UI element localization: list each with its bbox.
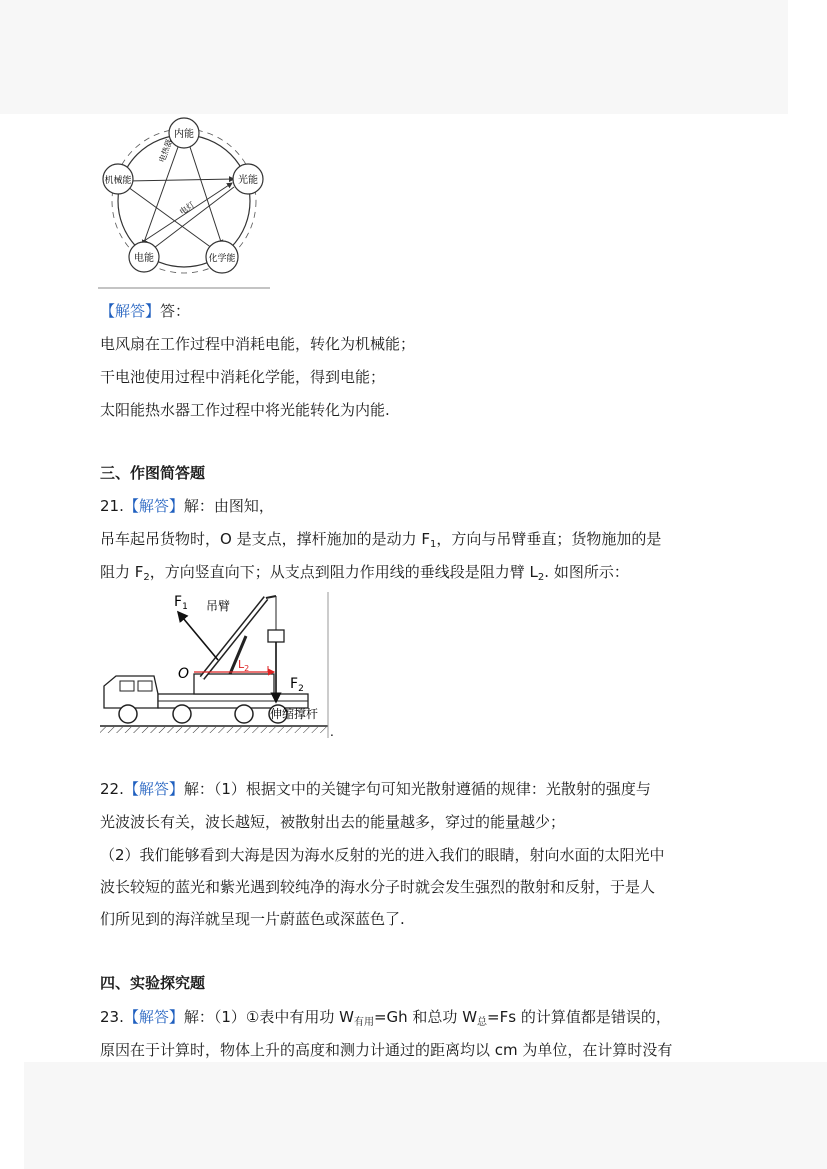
q22-line-2: 光波波长有关，波长越短，被散射出去的能量越多，穿过的能量越少； bbox=[100, 813, 566, 831]
label-pivot-o: O bbox=[178, 666, 190, 682]
node-label-right: 光能 bbox=[238, 175, 258, 186]
label-l2: $L_2$ bbox=[238, 658, 250, 673]
edge-label-heater: 电热器 bbox=[157, 138, 175, 164]
answer1-heading: 【解答】答： bbox=[100, 302, 191, 320]
node-label-bottom-right: 化学能 bbox=[208, 254, 236, 264]
label-telescopic-strut: 伸缩撑杆 bbox=[270, 707, 319, 721]
label-f2: $F_2$ bbox=[290, 676, 304, 694]
section4-title: 四、实验探究题 bbox=[100, 974, 206, 992]
q21-line-1: 吊车起吊货物时，O 是支点，撑杆施加的是动力 $F_1$，方向与吊臂垂直；货物施加的是 bbox=[100, 530, 662, 550]
answer1-line-3: 太阳能热水器工作过程中将光能转化为内能. bbox=[100, 401, 390, 419]
label-arm: 吊臂 bbox=[206, 599, 231, 613]
trailing-period: . bbox=[330, 725, 334, 739]
q22-heading: 22.【解答】解：（1）根据文中的关键字句可知光散射遵循的规律：光散射的强度与 bbox=[100, 780, 651, 798]
edge-label-lamp: 电灯 bbox=[177, 200, 197, 217]
node-label-top: 内能 bbox=[174, 129, 194, 140]
q22-line-3: （2）我们能够看到大海是因为海水反射的光的进入我们的眼睛，射向水面的太阳光中 bbox=[100, 846, 665, 864]
answer-tag: 【解答】 bbox=[123, 1008, 184, 1026]
q23-line-2: 原因在于计算时，物体上升的高度和测力计通过的距离均以 cm 为单位，在计算时没有 bbox=[100, 1041, 673, 1059]
top-margin-band bbox=[0, 0, 788, 114]
answer1-line-1: 电风扇在工作过程中消耗电能，转化为机械能； bbox=[100, 335, 416, 353]
answer-tag: 【解答】 bbox=[123, 780, 184, 798]
crane-figure bbox=[98, 590, 338, 740]
answer-tag: 【解答】 bbox=[100, 302, 161, 320]
node-label-left: 机械能 bbox=[104, 176, 132, 186]
q22-line-5: 们所见到的海洋就呈现一片蔚蓝色或深蓝色了. bbox=[100, 910, 405, 928]
q21-heading: 21.【解答】解：由图知， bbox=[100, 497, 274, 515]
section3-title: 三、作图简答题 bbox=[100, 464, 206, 482]
answer-tag: 【解答】 bbox=[123, 497, 184, 515]
label-f1: $F_1$ bbox=[174, 594, 188, 612]
node-label-bottom-left: 电能 bbox=[134, 253, 154, 264]
q22-line-4: 波长较短的蓝光和紫光遇到较纯净的海水分子时就会发生强烈的散射和反射，于是人 bbox=[100, 878, 656, 896]
q21-line-2: 阻力 $F_2$，方向竖直向下；从支点到阻力作用线的垂线段是阻力臂 $L_2$. 如图所示： bbox=[100, 563, 629, 583]
q23-heading: 23.【解答】解：（1）①表中有用功 $W_{有用}=Gh$ 和总功 $W_总=Fs$ 的计算值都是错误的， bbox=[100, 1008, 671, 1028]
energy-conversion-diagram bbox=[98, 113, 270, 289]
answer1-line-2: 干电池使用过程中消耗化学能，得到电能； bbox=[100, 368, 386, 386]
bottom-margin-band bbox=[24, 1062, 827, 1169]
